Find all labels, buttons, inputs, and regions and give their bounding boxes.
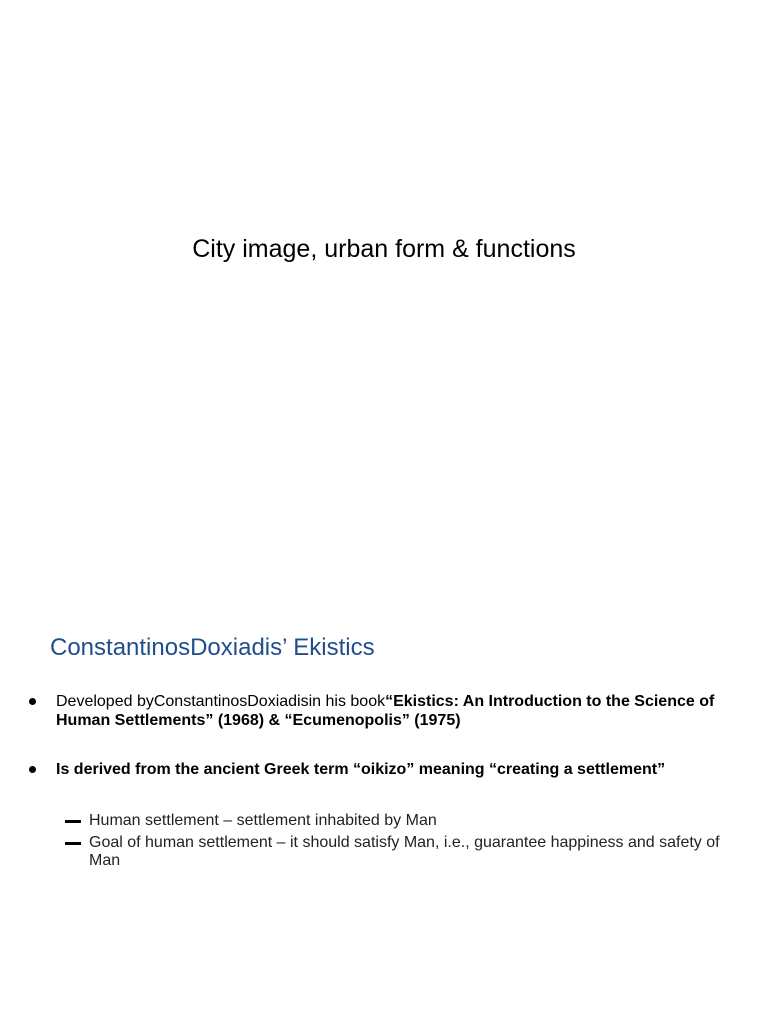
bullet-text-2: Is derived from the ancient Greek term “oikizo” meaning “creating a settlement”	[56, 761, 666, 778]
sub-bullet-text-1: Human settlement – settlement inhabited by Man	[89, 812, 437, 829]
bullet-text-1	[56, 692, 736, 730]
bullet-1-prefix: Developed byConstantinosDoxiadisin his book	[56, 693, 386, 710]
sub-bullet-text-2: Goal of human settlement – it should satisfy Man, i.e., guarantee happiness and safety of Man	[89, 834, 720, 869]
dash-icon	[65, 842, 81, 845]
dash-icon	[65, 820, 81, 823]
bullet-dot-icon	[29, 698, 36, 705]
bullet-1-emphasis: “Ekistics: An Introduction to the Science of Human Settlements” (1968) & “Ecumenopolis” (1975)	[56, 693, 715, 729]
section-heading: ConstantinosDoxiadis’ Ekistics	[50, 634, 375, 661]
slide-title: City image, urban form & functions	[192, 235, 576, 263]
bullet-dot-icon	[29, 766, 36, 773]
